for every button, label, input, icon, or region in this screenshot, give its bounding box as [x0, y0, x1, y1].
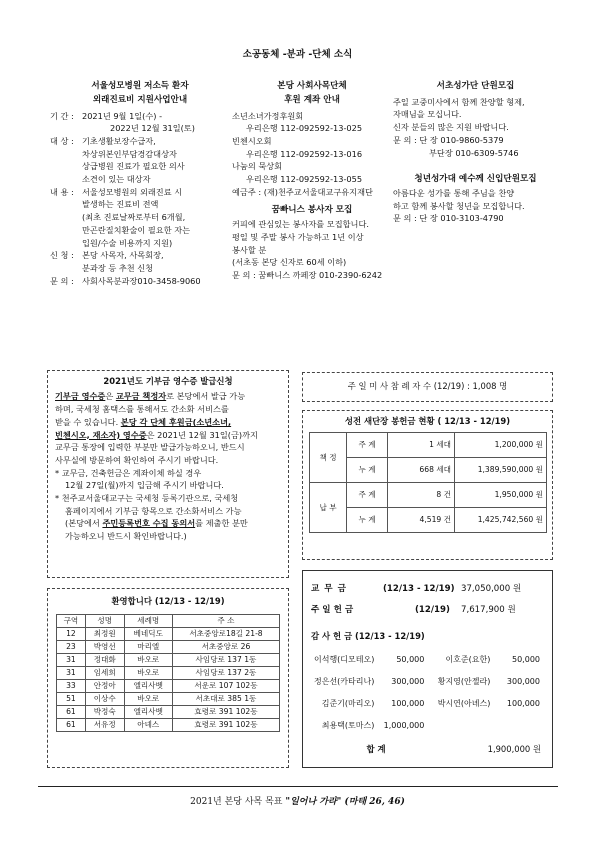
- choir-lines: [393, 96, 558, 160]
- hospital-item-label: [50, 160, 82, 173]
- receipt-note: * 교무금, 건축헌금은 계좌이체 하실 경우: [55, 467, 202, 478]
- fund-amount: 1,200,000 원: [455, 433, 547, 458]
- fund-count: 668 세대: [388, 458, 455, 483]
- gratitude-name: 박시연(아녜스): [437, 699, 491, 709]
- mass-attendance-box: [302, 372, 553, 402]
- fund-count: 4,519 건: [388, 508, 455, 533]
- page-title: 소공동체 -분과 -단체 소식: [242, 49, 353, 60]
- welcome-cell: 61: [57, 719, 86, 732]
- gratitude-name: [427, 715, 493, 737]
- welcome-cell: 효령로 391 102동: [172, 706, 279, 719]
- welcome-row: [57, 693, 280, 706]
- receipt-term-4: 빈첸시오, 재소자) 영수증: [55, 429, 147, 440]
- hospital-item-text: 분과장 등 추천 신청: [82, 262, 154, 273]
- account-line: 예금주 : (재)천주교서울대교구유지재단: [232, 186, 373, 197]
- welcome-cell: 아녜스: [124, 719, 172, 732]
- welcome-cell: 효령로 391 102동: [172, 719, 279, 732]
- donation-receipt-title: 2021년도 기부금 영수증 발급신청: [103, 376, 233, 386]
- receipt-note: * 천주교서울대교구는 국세청 등록기관으로, 국세청: [55, 493, 239, 504]
- footer-divider: [38, 786, 558, 787]
- fund-row: [310, 433, 547, 458]
- hospital-item-text: 만곤란질치환술이 필요한 자는: [82, 224, 191, 235]
- welcome-header-cell: 주 소: [172, 615, 279, 628]
- choir-line: 부단장 010-6309-5746: [429, 147, 519, 158]
- hospital-item-row: [50, 148, 230, 161]
- fund-row: [310, 483, 547, 508]
- hospital-items: [50, 110, 230, 288]
- hospital-item-text: 입원/수술 비용까지 지원): [82, 237, 173, 248]
- welcome-cell: 서초대로 385 1동: [172, 693, 279, 706]
- hospital-item-label: 문 의 :: [50, 275, 74, 286]
- gratitude-row: [311, 693, 543, 715]
- choir-line: 주일 교중미사에서 함께 찬양할 형제,: [393, 96, 525, 107]
- footer: [0, 796, 595, 810]
- fund-group: 책 정: [310, 433, 347, 483]
- fund-count: 8 건: [388, 483, 455, 508]
- hospital-item-text: 소견이 있는 대상자: [82, 174, 151, 185]
- hospital-item-text: 차상위본인부담경감대상자: [82, 148, 177, 159]
- welcome-row: [57, 628, 280, 641]
- welcome-cell: 바오로: [124, 667, 172, 680]
- youth-choir-line: 아름다운 성가를 통해 주님을 찬양: [393, 188, 515, 199]
- welcome-cell: 33: [57, 680, 86, 693]
- gratitude-row: [311, 649, 543, 671]
- sunday-offering-period: (12/19): [415, 605, 450, 616]
- receipt-note: 가능하오니 반드시 확인바랍니다.): [65, 531, 187, 542]
- hospital-item-label: [50, 224, 82, 237]
- gratitude-name: 정은선(카타리나): [314, 677, 375, 687]
- welcome-cell: 정대화: [85, 654, 124, 667]
- account-heading-1: 본당 사회사목단체: [277, 81, 347, 91]
- volunteer-heading: 꿈빠니스 봉사자 모집: [271, 205, 353, 216]
- donation-receipt-body: [55, 390, 281, 542]
- fund-amount: 1,950,000 원: [455, 483, 547, 508]
- gratitude-amount: 300,000: [391, 677, 425, 687]
- hospital-item-row: [50, 275, 230, 288]
- welcome-cell: 엘리사벳: [124, 706, 172, 719]
- gratitude-amount: 100,000: [391, 699, 425, 709]
- choir-section: [393, 80, 558, 225]
- welcome-row: [57, 654, 280, 667]
- account-line: 우리은행 112-092592-13-016: [246, 148, 363, 159]
- offering-label: 교 무 금: [311, 584, 347, 594]
- hospital-item-row: [50, 110, 230, 123]
- welcome-row: [57, 706, 280, 719]
- youth-choir-line: 문 의 : 단 장 010-3103-4790: [393, 213, 504, 224]
- gratitude-name: 황지영(안젤라): [437, 677, 491, 687]
- receipt-note: (본당에서: [65, 518, 103, 529]
- welcome-cell: 서운로 107 102동: [172, 680, 279, 693]
- hospital-item-label: [50, 173, 82, 186]
- fund-amount: 1,389,590,000 원: [455, 458, 547, 483]
- volunteer-line: (서초동 본당 신자로 60세 이하): [232, 257, 347, 268]
- choir-line: 문 의 : 단 장 010-9860-5379: [393, 134, 504, 145]
- gratitude-name: 이석행(디모테오): [314, 655, 375, 665]
- hospital-item-text: 기초생활보장수급자,: [82, 135, 156, 146]
- donation-receipt-box: [47, 370, 289, 578]
- hospital-item-text: 사회사목분과장010-3458-9060: [82, 275, 201, 286]
- volunteer-line: 커피에 관심있는 봉사자를 모집합니다.: [232, 219, 369, 230]
- fund-type: 누 계: [347, 458, 388, 483]
- choir-heading: 서초성가단 단원모집: [436, 81, 515, 91]
- hospital-item-label: 대 상 :: [50, 135, 74, 146]
- welcome-table: [56, 614, 280, 732]
- welcome-row: [57, 641, 280, 654]
- volunteer-line: 평일 및 주말 봉사 가능하고 1년 이상: [232, 231, 364, 242]
- gratitude-title: 감 사 헌 금 (12/13 - 12/19): [311, 630, 425, 641]
- footer-text: 2021년 본당 사목 목표: [190, 797, 286, 807]
- welcome-cell: 바오로: [124, 654, 172, 667]
- receipt-text: 은 2021년 12월 31일(금)까지: [146, 429, 258, 440]
- hospital-item-text: (최초 진료날짜로부터 6개월,: [82, 212, 186, 223]
- welcome-cell: 서초중앙로 26: [172, 641, 279, 654]
- hospital-item-row: [50, 224, 230, 237]
- welcome-cell: 서초중앙로18길 21-8: [172, 628, 279, 641]
- hospital-item-row: [50, 173, 230, 186]
- hospital-item-row: [50, 160, 230, 173]
- hospital-item-row: [50, 262, 230, 275]
- account-line: 우리은행 112-092592-13-055: [246, 174, 363, 185]
- hospital-item-label: [50, 122, 82, 135]
- welcome-header-cell: 성명: [85, 615, 124, 628]
- gratitude-amount: 300,000: [506, 677, 540, 687]
- hospital-item-text: 서울성모병원의 외래진료 시: [82, 186, 183, 197]
- hospital-item-row: [50, 198, 230, 211]
- receipt-text: 받을 수 있습니다.: [55, 416, 121, 427]
- gratitude-amount: [493, 715, 543, 737]
- account-heading-2: 후원 계좌 안내: [284, 94, 340, 105]
- volunteer-line: 봉사할 분: [232, 244, 267, 255]
- welcome-cell: 61: [57, 706, 86, 719]
- youth-choir-heading: 청년성가대 예수께 신입단원모집: [414, 174, 537, 185]
- offering-row: [311, 583, 544, 596]
- welcome-cell: 최정원: [85, 628, 124, 641]
- account-line: 빈첸시오회: [232, 135, 272, 146]
- offering-amount: 37,050,000 원: [461, 584, 522, 594]
- hospital-heading-2: 외래진료비 지원사업안내: [92, 94, 188, 105]
- receipt-term-3: 본당 각 단체 후원금(소년소녀,: [120, 416, 232, 427]
- gratitude-name: 이호준(요한): [445, 655, 491, 665]
- welcome-cell: 박정숙: [85, 706, 124, 719]
- welcome-row: [57, 667, 280, 680]
- volunteer-lines: [232, 218, 392, 282]
- building-fund-title: 성전 새단장 봉헌금 현황 ( 12/13 - 12/19): [344, 416, 511, 426]
- welcome-row: [57, 680, 280, 693]
- gratitude-row: [311, 715, 543, 737]
- welcome-title: 환영합니다 (12/13 - 12/19): [111, 596, 225, 606]
- receipt-term-5: 주민등록번호 수집 동의서: [102, 518, 196, 529]
- youth-choir-lines: [393, 187, 558, 225]
- gratitude-total-row: [311, 743, 544, 756]
- volunteer-line: 문 의 : 꿈빠니스 까페장 010-2390-6242: [232, 269, 383, 280]
- welcome-cell: 안정아: [85, 680, 124, 693]
- hospital-item-text: 2022년 12월 31일(토): [110, 123, 195, 134]
- gratitude-row: [311, 671, 543, 693]
- gratitude-name: 최용택(토마스): [321, 721, 375, 731]
- gratitude-amount: 100,000: [506, 699, 540, 709]
- hospital-heading-1: 서울성모병원 저소득 환자: [91, 81, 189, 91]
- account-line: 소년소녀가정후원회: [232, 110, 304, 121]
- sunday-offering-amount: 7,617,900 원: [461, 605, 516, 616]
- welcome-cell: 23: [57, 641, 86, 654]
- hospital-item-text: 본당 사목자, 사목회장,: [82, 250, 164, 261]
- account-lines: [232, 110, 392, 199]
- mass-attendance-text: 주 일 미 사 참 례 자 수 (12/19) : 1,008 명: [347, 381, 508, 392]
- welcome-cell: 사임당로 137 2동: [172, 667, 279, 680]
- hospital-item-label: [50, 198, 82, 211]
- welcome-header-cell: 구역: [57, 615, 86, 628]
- account-line: 우리은행 112-092592-13-025: [246, 123, 363, 134]
- hospital-support-section: [50, 80, 230, 287]
- welcome-cell: 12: [57, 628, 86, 641]
- welcome-cell: 마리엘: [124, 641, 172, 654]
- welcome-cell: 31: [57, 654, 86, 667]
- gratitude-total-amount: 1,900,000 원: [487, 743, 541, 754]
- hospital-item-row: [50, 237, 230, 250]
- receipt-text: 하며, 국세청 홈택스를 통해서도 간소화 서비스를: [55, 404, 229, 415]
- account-line: 나눔의 묵상회: [232, 161, 283, 172]
- receipt-note: 홈페이지에서 기부금 항목으로 간소화서비스 가능: [65, 505, 242, 516]
- welcome-cell: 이상수: [85, 693, 124, 706]
- hospital-item-row: [50, 211, 230, 224]
- receipt-note: 를 제출한 분만: [195, 518, 248, 529]
- hospital-item-row: [50, 186, 230, 199]
- fund-type: 주 계: [347, 483, 388, 508]
- hospital-item-label: 내 용 :: [50, 186, 74, 197]
- sunday-offering-row: [311, 604, 544, 617]
- fund-type: 주 계: [347, 433, 388, 458]
- offering-period: (12/13 - 12/19): [383, 584, 455, 594]
- fund-amount: 1,425,742,560 원: [455, 508, 547, 533]
- hospital-item-row: [50, 135, 230, 148]
- hospital-item-label: [50, 262, 82, 275]
- receipt-term-2: 교무금 책정자: [115, 391, 167, 402]
- gratitude-table: [311, 649, 543, 737]
- choir-line: 신자 분들의 많은 지원 바랍니다.: [393, 122, 509, 133]
- gratitude-amount: 50,000: [396, 655, 425, 665]
- hospital-item-label: 신 청 :: [50, 250, 74, 261]
- welcome-cell: 베네딕도: [124, 628, 172, 641]
- welcome-cell: 서유정: [85, 719, 124, 732]
- hospital-item-label: 기 간 :: [50, 110, 74, 121]
- welcome-cell: 엘리사벳: [124, 680, 172, 693]
- receipt-text: 사무실에 방문하여 확인하여 주시기 바랍니다.: [55, 454, 219, 465]
- fund-type: 누 계: [347, 508, 388, 533]
- welcome-cell: 임세희: [85, 667, 124, 680]
- building-fund-table: [309, 432, 547, 533]
- building-fund-box: [302, 410, 553, 560]
- welcome-cell: 바오로: [124, 693, 172, 706]
- hospital-item-row: [50, 249, 230, 262]
- welcome-cell: 사임당로 137 1동: [172, 654, 279, 667]
- hospital-item-row: [50, 122, 230, 135]
- hospital-item-text: 2021년 9월 1일(수) -: [82, 110, 163, 121]
- welcome-cell: 박영선: [85, 641, 124, 654]
- receipt-note: 12월 27일(월)까지 입금해 주시기 바랍니다.: [65, 480, 224, 491]
- gratitude-total-label: 합 계: [366, 743, 386, 754]
- welcome-cell: 31: [57, 667, 86, 680]
- welcome-cell: 51: [57, 693, 86, 706]
- welcome-box: [47, 588, 289, 768]
- receipt-text: 교무금 통장에 입력한 부분만 발급가능하오니, 반드시: [55, 442, 245, 453]
- hospital-item-label: [50, 237, 82, 250]
- gratitude-name: 김준기(마리오): [321, 699, 375, 709]
- fund-group: 납 부: [310, 483, 347, 533]
- fund-count: 1 세대: [388, 433, 455, 458]
- gratitude-amount: 50,000: [512, 655, 540, 665]
- welcome-row: [57, 719, 280, 732]
- welcome-header-cell: 세례명: [124, 615, 172, 628]
- receipt-term: 기부금 영수증: [55, 391, 106, 402]
- footer-quote: "일어나 가라" (마태 26, 46): [285, 797, 405, 807]
- hospital-item-label: [50, 148, 82, 161]
- gratitude-amount: 1,000,000: [383, 721, 425, 731]
- hospital-item-text: 상급병원 진료가 필요한 의사: [82, 161, 185, 172]
- sunday-offering-label: 주 일 헌 금: [311, 605, 354, 616]
- hospital-item-label: [50, 211, 82, 224]
- receipt-text: 은: [105, 391, 116, 402]
- finance-box: [302, 570, 553, 768]
- youth-choir-line: 하고 함께 봉사할 청년을 모집합니다.: [393, 200, 525, 211]
- receipt-text: 로 본당에서 발급 가능: [166, 391, 246, 402]
- choir-line: 자매님을 모십니다.: [393, 109, 462, 120]
- hospital-item-text: 발생하는 진료비 전액: [82, 199, 159, 210]
- account-section: [232, 80, 392, 282]
